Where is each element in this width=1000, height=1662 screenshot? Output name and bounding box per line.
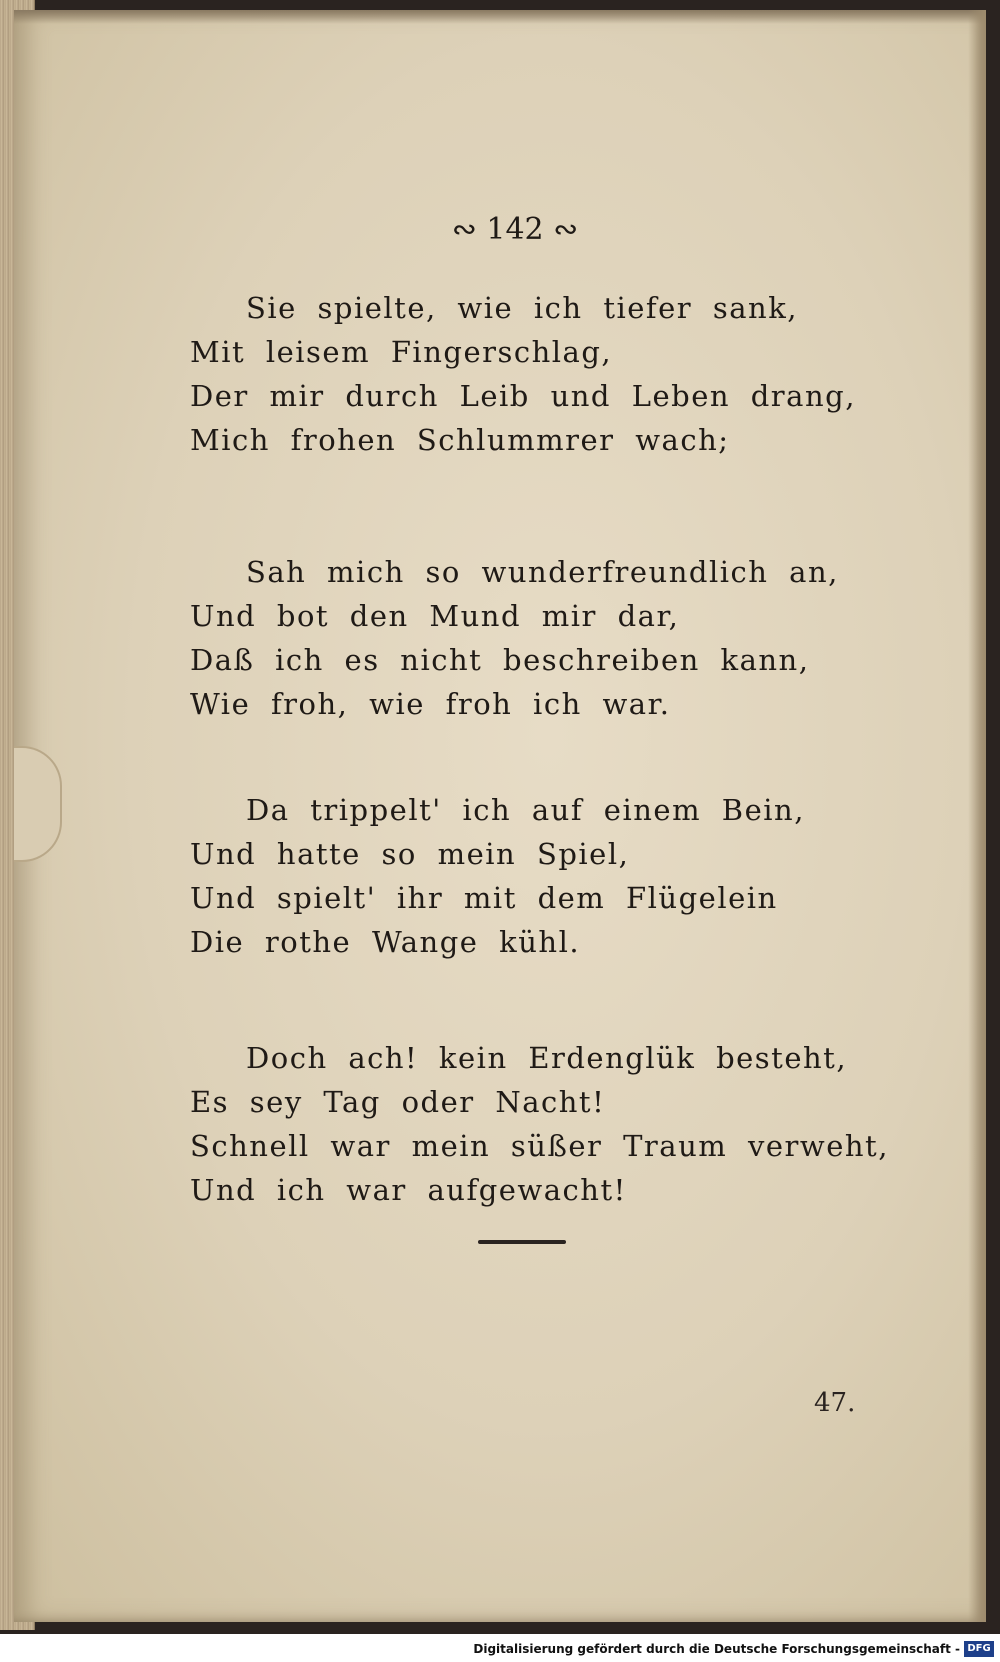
funding-credit: Digitalisierung gefördert durch die Deutsche Forschungsgemeinschaft - <box>473 1642 960 1656</box>
verse-line: Und spielt' ihr mit dem Flügelein <box>190 881 778 915</box>
page-tab-marker <box>14 746 62 862</box>
verse-line: Daß ich es nicht beschreiben kann, <box>190 643 810 677</box>
stanza-2 <box>190 550 840 726</box>
page-top-shadow <box>14 10 986 24</box>
verse-line: Der mir durch Leib und Leben drang, <box>190 379 856 413</box>
stanza-1 <box>190 286 856 462</box>
verse-line: Es sey Tag oder Nacht! <box>190 1085 606 1119</box>
stanza-3 <box>190 788 840 964</box>
verse-line: Die rothe Wange kühl. <box>190 925 581 959</box>
footer-bar <box>0 1634 1000 1662</box>
dfg-logo-icon: DFG <box>964 1641 994 1657</box>
verse-line: Und ich war aufgewacht! <box>190 1173 627 1207</box>
verse-line: Sie spielte, wie ich tiefer sank, <box>246 291 799 325</box>
verse-line: Mit leisem Fingerschlag, <box>190 335 613 369</box>
verse-line: Mich frohen Schlummrer wach; <box>190 423 730 457</box>
stanza-4 <box>190 1036 889 1212</box>
verse-line: Sah mich so wunderfreundlich an, <box>246 555 839 589</box>
signature-mark: 47. <box>814 1388 856 1418</box>
verse-line: Da trippelt' ich auf einem Bein, <box>246 793 805 827</box>
verse-line: Und hatte so mein Spiel, <box>190 837 630 871</box>
verse-line: Schnell war mein süßer Traum verweht, <box>190 1129 889 1163</box>
verse-line: Und bot den Mund mir dar, <box>190 599 680 633</box>
end-rule <box>478 1240 566 1244</box>
page-number-header: ∾ 142 ∾ <box>451 212 579 247</box>
verse-line: Wie froh, wie froh ich war. <box>190 687 671 721</box>
page-right-edge <box>968 10 986 1622</box>
verse-line: Doch ach! kein Erdenglük besteht, <box>246 1041 848 1075</box>
